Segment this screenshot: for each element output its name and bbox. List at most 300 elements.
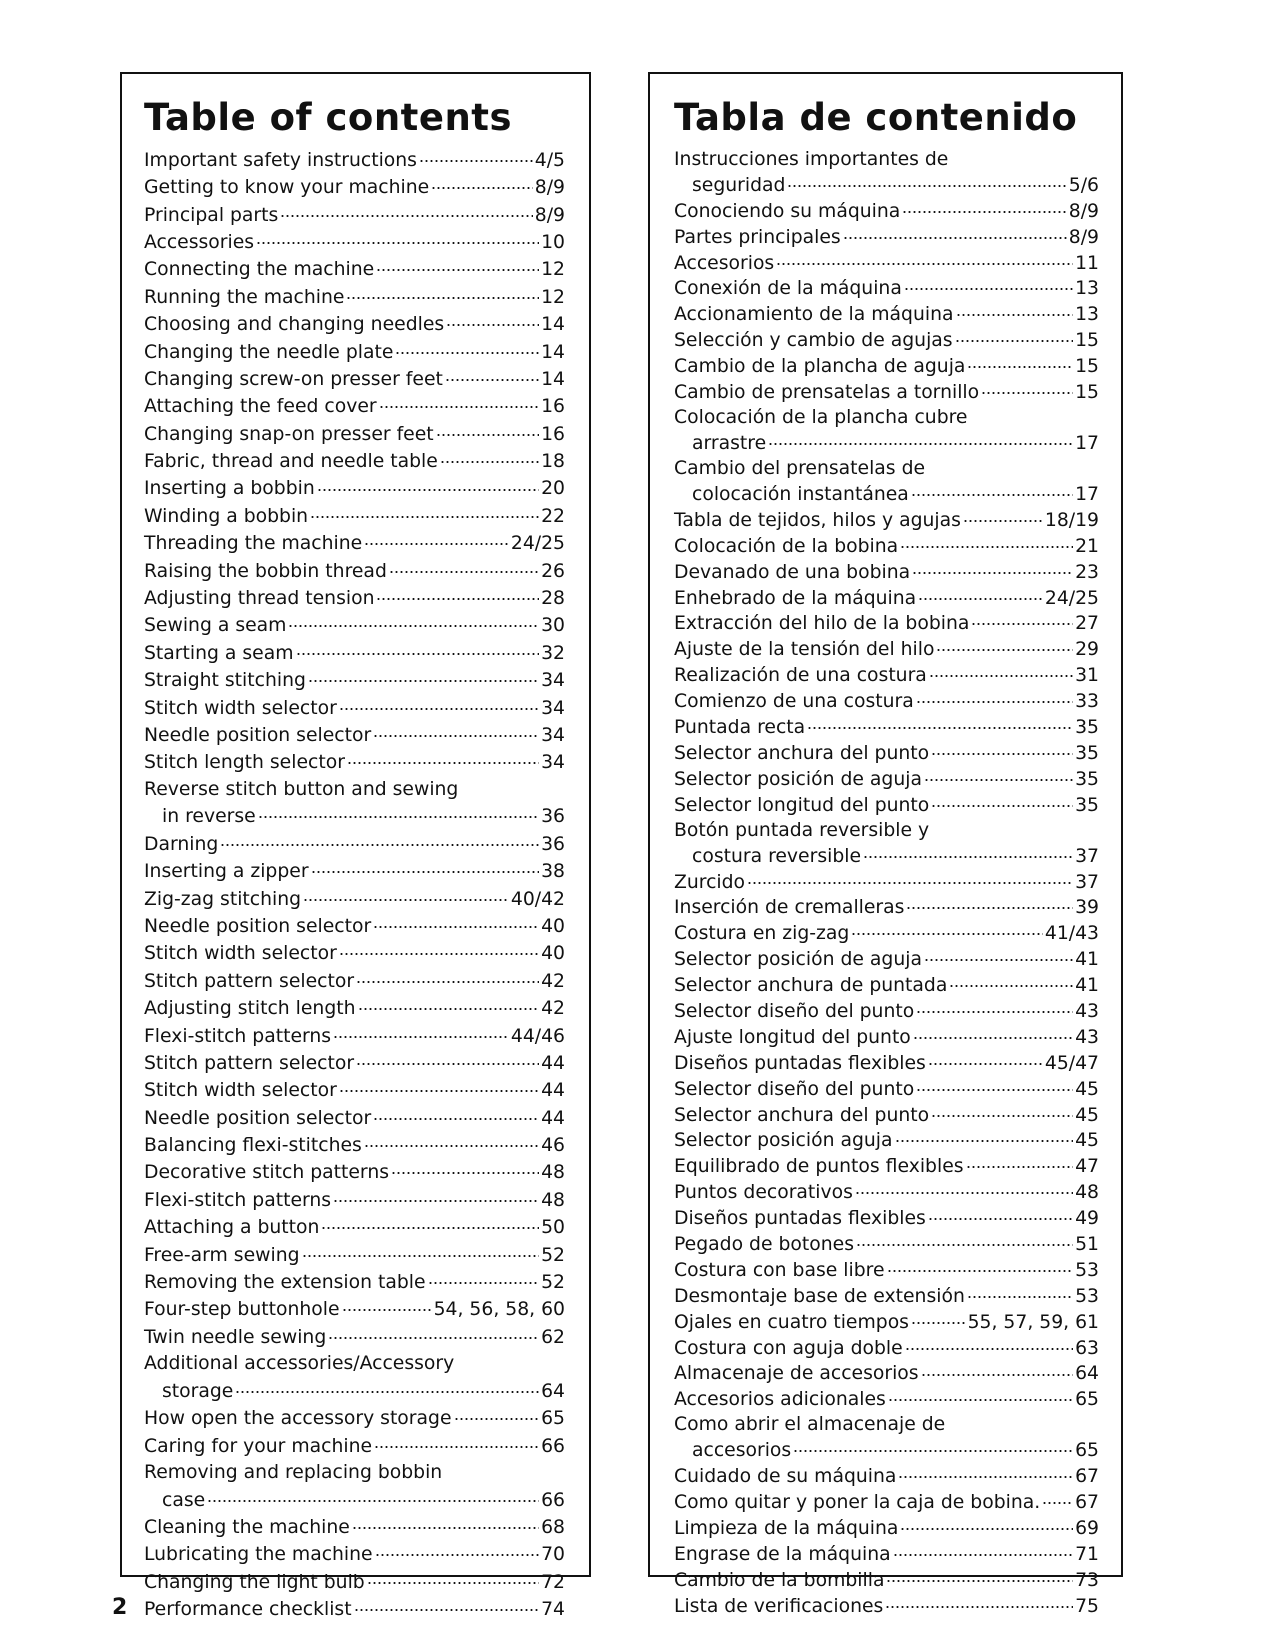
toc-entry-page: 52 [541,1244,565,1266]
toc-entry-title: Raising the bobbin thread [144,560,387,582]
dot-leader [905,1335,1073,1354]
toc-entry[interactable] [144,1077,565,1104]
toc-entry-title: Twin needle sewing [144,1326,327,1348]
toc-entry-title: costura reversible [692,845,862,867]
dot-leader [966,1154,1074,1173]
toc-entry-page: 21 [1075,535,1099,557]
toc-entry[interactable] [144,640,565,667]
toc-entry-title: Stitch pattern selector [144,970,355,992]
toc-entry[interactable] [144,613,565,640]
toc-entry-title: Lubricating the machine [144,1544,373,1566]
toc-entry-title: colocación instantánea [692,483,909,505]
dot-leader [207,1487,539,1506]
toc-entry-page: 32 [541,642,565,664]
dot-leader [931,740,1073,759]
toc-entry-page: 10 [541,231,565,253]
dot-leader [963,507,1043,526]
toc-entry[interactable] [674,611,1099,637]
toc-entry-title: Selector posición de aguja [674,949,922,971]
dot-leader [354,1596,540,1615]
toc-entry[interactable] [674,972,1099,998]
toc-entry[interactable] [674,353,1099,379]
toc-entry-title: Ajuste longitud del punto [674,1026,911,1048]
toc-entry[interactable] [674,172,1099,198]
dot-leader [967,1283,1073,1302]
dot-leader [971,611,1073,630]
toc-entry-title: accesorios [692,1440,792,1462]
dot-leader [321,1214,539,1233]
toc-entry[interactable] [674,1593,1099,1619]
toc-entry[interactable] [674,1463,1099,1489]
toc-entry-title: Cambio de la bombilla [674,1569,885,1591]
toc-entry-page: 15 [1075,382,1099,404]
dot-leader [454,1405,540,1424]
dot-leader [389,558,539,577]
toc-entry-page: 34 [541,725,565,746]
toc-entry-line1: Colocación de la plancha cubre [674,407,968,429]
toc-entry[interactable] [144,202,565,229]
toc-entry[interactable] [674,766,1099,792]
toc-entry-page: 42 [541,998,565,1020]
toc-entry-page: 39 [1075,897,1099,919]
dot-leader [317,476,539,495]
dot-leader [856,1231,1073,1250]
toc-entry[interactable] [674,998,1099,1024]
dot-leader [328,1324,539,1343]
toc-entry-title: Sewing a seam [144,615,287,637]
toc-entry-title: Ajuste de la tensión del hilo [674,639,935,661]
dot-leader [918,585,1043,604]
dot-leader [916,1076,1073,1095]
toc-entry-line1: Como abrir el almacenaje de [674,1414,946,1436]
toc-entry-page: 40 [541,943,565,965]
toc-entry[interactable] [144,1105,565,1132]
toc-entry-title: Changing the light bulb [144,1571,365,1593]
dot-leader [310,503,539,522]
toc-entry[interactable] [674,843,1099,869]
dot-leader [888,1387,1073,1406]
dot-leader [358,995,540,1014]
toc-entry-title: Free-arm sewing [144,1244,300,1266]
toc-entry-page: 72 [541,1571,565,1593]
toc-entry[interactable] [674,1361,1099,1387]
toc-entry[interactable] [144,1542,565,1569]
dot-leader [956,302,1074,321]
toc-entry[interactable] [144,1405,565,1432]
toc-entry-page: 16 [541,396,565,418]
toc-entry-page: 40/42 [510,888,565,910]
toc-entry[interactable] [144,558,565,585]
toc-entry-line1: Additional accessories/Accessory [144,1353,455,1375]
toc-title-english: Table of contents [144,96,513,139]
toc-entry-page: 45 [1075,1130,1099,1152]
toc-entry[interactable] [144,1297,565,1324]
toc-entry[interactable] [674,327,1099,353]
toc-entry-page: 37 [1075,845,1099,867]
dot-leader [855,1179,1073,1198]
toc-entry[interactable] [144,1214,565,1241]
toc-entry-title: Caring for your machine [144,1435,373,1457]
toc-entry[interactable] [144,585,565,612]
dot-leader [843,224,1067,243]
toc-entry[interactable] [144,804,565,831]
toc-entry[interactable] [144,174,565,201]
toc-entry[interactable] [674,224,1099,250]
toc-entry[interactable] [674,662,1099,688]
toc-entry-page: 36 [541,806,565,828]
toc-entry-page: 65 [541,1408,565,1430]
dot-leader [373,913,539,932]
toc-entry[interactable] [144,1596,565,1623]
toc-entry[interactable] [674,1179,1099,1205]
toc-entry-page: 14 [541,368,565,390]
toc-entry-title: Pegado de botones [674,1234,854,1256]
toc-entry-page: 24/25 [510,533,565,555]
toc-entry-page: 41 [1075,949,1099,971]
toc-entry[interactable] [674,1102,1099,1128]
toc-entry[interactable] [144,1569,565,1596]
toc-entry[interactable] [674,895,1099,921]
toc-entry-page: 44 [541,1107,565,1129]
toc-entry-title: Choosing and changing needles [144,314,445,336]
toc-entry-page: 13 [1075,278,1099,300]
toc-entry[interactable] [144,968,565,995]
dot-leader [342,1297,432,1316]
toc-entry-title: Diseños puntadas flexibles [674,1052,926,1074]
dot-leader [904,276,1073,295]
toc-entry[interactable] [144,1132,565,1159]
toc-entry[interactable] [144,750,565,777]
toc-entry-title: Enhebrado de la máquina [674,587,917,609]
toc-entry[interactable] [144,1187,565,1214]
dot-leader [902,198,1066,217]
toc-entry[interactable] [674,1335,1099,1361]
toc-entry-page: 16 [541,423,565,445]
toc-entry-page: 48 [541,1162,565,1184]
dot-leader [280,202,532,221]
toc-entry[interactable] [144,995,565,1022]
dot-leader [893,1541,1073,1560]
toc-entry[interactable] [674,1231,1099,1257]
toc-entry[interactable] [674,1387,1099,1413]
toc-entry[interactable] [144,1050,565,1077]
dot-leader [931,1102,1073,1121]
toc-entry[interactable] [144,1324,565,1351]
dot-leader [768,430,1073,449]
toc-entry-title: Stitch width selector [144,1080,337,1102]
toc-entry[interactable] [674,1024,1099,1050]
toc-entry-page: 54, 56, 58, 60 [433,1299,565,1321]
toc-entry-page: 51 [1075,1234,1099,1256]
toc-entry-page: 44 [541,1080,565,1102]
dot-leader [352,1514,539,1533]
toc-entry[interactable] [144,695,565,722]
toc-entry[interactable] [144,1487,565,1514]
toc-entry-title: Como quitar y poner la caja de bobina. [674,1492,1041,1514]
toc-entry-title: Comienzo de una costura [674,691,914,713]
toc-entry[interactable] [674,1076,1099,1102]
toc-entry-page: 63 [1075,1337,1099,1359]
toc-entry[interactable] [144,394,565,421]
toc-entry-title: Needle position selector [144,725,372,746]
toc-entry-title: Changing the needle plate [144,341,394,363]
toc-entry-page: 62 [541,1326,565,1348]
toc-entry-title: Engrase de la máquina [674,1543,891,1565]
toc-entry-title: Decorative stitch patterns [144,1162,390,1184]
toc-entry[interactable] [144,448,565,475]
dot-leader [220,831,539,850]
toc-entry[interactable] [144,147,565,174]
dot-leader [347,750,539,769]
toc-entry-title: Stitch length selector [144,752,345,774]
dot-leader [373,1105,539,1124]
toc-entry-title: Almacenaje de accesorios [674,1363,919,1385]
toc-entry-page: 34 [541,752,565,774]
toc-entry[interactable] [674,714,1099,740]
dot-leader [912,559,1073,578]
toc-entry-page: 15 [1075,330,1099,352]
dot-leader [346,284,539,303]
toc-entry[interactable] [144,1242,565,1269]
toc-entry-title: Cleaning the machine [144,1516,350,1538]
toc-entry[interactable] [144,257,565,284]
dot-leader [373,722,539,741]
toc-entry[interactable] [144,831,565,858]
toc-entry-page: 28 [541,588,565,610]
toc-entry[interactable] [674,1154,1099,1180]
toc-entry[interactable] [674,1128,1099,1154]
dot-leader [428,1269,540,1288]
toc-entry[interactable] [144,858,565,885]
toc-entry-title: Cambio de prensatelas a tornillo [674,382,980,404]
toc-entry[interactable] [674,1489,1099,1515]
toc-entry-title: Desmontaje base de extensión [674,1285,965,1307]
dot-leader [928,1050,1043,1069]
dot-leader [379,394,539,413]
toc-entry[interactable] [674,1050,1099,1076]
toc-entry-title: Four-step buttonhole [144,1299,340,1321]
dot-leader [258,804,539,823]
toc-entry[interactable] [144,421,565,448]
toc-entry-page: 33 [1075,691,1099,713]
toc-entry-page: 44 [541,1052,565,1074]
dot-leader [898,1463,1073,1482]
dot-leader [967,353,1073,372]
toc-entry-page: 55, 57, 59, 61 [967,1311,1099,1333]
toc-entry[interactable] [674,946,1099,972]
toc-entry-page: 12 [541,259,565,281]
toc-entry[interactable] [674,250,1099,276]
toc-entry[interactable] [144,667,565,694]
toc-entry-page: 36 [541,833,565,855]
toc-entry[interactable] [144,366,565,393]
toc-entry-title: Flexi-stitch patterns [144,1189,332,1211]
toc-entry-line1: Reverse stitch button and sewing [144,778,459,800]
toc-entry[interactable] [144,476,565,503]
dot-leader [924,946,1073,965]
toc-entry-title: Flexi-stitch patterns [144,1025,332,1047]
toc-entry-page: 43 [1075,1001,1099,1022]
toc-entry-title: Stitch width selector [144,697,337,719]
dot-leader [333,1187,539,1206]
toc-entry[interactable] [144,913,565,940]
toc-entry[interactable] [674,1515,1099,1541]
toc-entry-title: Lista de verificaciones [674,1595,884,1617]
toc-entry-page: 66 [541,1435,565,1457]
dot-leader [955,327,1074,346]
toc-entry-title: Accesorios adicionales [674,1389,886,1411]
dot-leader [395,339,539,358]
toc-entry[interactable] [674,507,1099,533]
toc-entry[interactable] [144,284,565,311]
toc-entry[interactable] [674,1283,1099,1309]
toc-entry-page: 53 [1075,1259,1099,1281]
toc-entry[interactable] [674,585,1099,611]
toc-entry[interactable] [144,229,565,256]
dot-leader [949,972,1073,991]
toc-entry[interactable] [674,379,1099,405]
toc-entry-page: 64 [1075,1363,1099,1385]
toc-entry[interactable] [144,503,565,530]
toc-entry-title: Limpieza de la máquina [674,1518,899,1540]
dot-leader [256,229,539,248]
toc-entry[interactable] [144,530,565,557]
toc-entry-title: Inserción de cremalleras [674,897,905,919]
toc-entry-title: Changing snap-on presser feet [144,423,434,445]
dot-leader [863,843,1073,862]
toc-entry-page: 70 [541,1544,565,1566]
toc-entry-page: 45 [1075,1078,1099,1100]
toc-entry[interactable] [674,198,1099,224]
dot-leader [339,695,539,714]
toc-entry[interactable] [674,688,1099,714]
toc-entry[interactable] [144,1269,565,1296]
dot-leader [308,667,539,686]
dot-leader [375,1542,539,1561]
toc-entry[interactable] [144,1023,565,1050]
dot-leader [885,1593,1073,1612]
toc-entry-title: Straight stitching [144,670,306,692]
dot-leader [900,1515,1073,1534]
toc-entry-title: Selector anchura del punto [674,742,930,764]
dot-leader [928,1205,1073,1224]
toc-entry-page: 67 [1075,1466,1099,1488]
toc-entry-page: 29 [1075,639,1099,661]
toc-entry-page: 68 [541,1516,565,1538]
toc-entry[interactable] [674,1309,1099,1335]
toc-entry-title: Running the machine [144,286,345,308]
toc-entry[interactable] [674,921,1099,947]
toc-entry[interactable] [144,1160,565,1187]
dot-leader [356,968,539,987]
toc-list-spanish [674,147,1099,1619]
toc-entry-title: Performance checklist [144,1599,352,1621]
dot-leader [900,533,1073,552]
toc-entry[interactable] [674,637,1099,663]
dot-leader [339,941,539,960]
toc-entry[interactable] [144,722,565,749]
toc-entry-line1: Cambio del prensatelas de [674,458,926,480]
toc-entry-page: 48 [1075,1182,1099,1204]
dot-leader [916,998,1073,1017]
dot-leader [1042,1489,1073,1508]
toc-entry[interactable] [674,869,1099,895]
toc-entry-page: 23 [1075,561,1099,583]
toc-entry-title: storage [162,1380,234,1402]
toc-entry[interactable] [674,1205,1099,1231]
toc-entry-title: Accessories [144,231,255,253]
toc-entry-line1: Removing and replacing bobbin [144,1462,443,1484]
dot-leader [376,257,539,276]
toc-entry-title: Inserting a bobbin [144,478,315,500]
toc-entry[interactable] [144,1433,565,1460]
toc-entry-page: 27 [1075,613,1099,635]
toc-entry[interactable] [674,430,1099,456]
toc-entry[interactable] [144,339,565,366]
toc-entry[interactable] [674,1541,1099,1567]
dot-leader [895,1128,1074,1147]
dot-leader [747,869,1073,888]
toc-entry[interactable] [144,941,565,968]
toc-entry[interactable] [674,302,1099,328]
toc-entry[interactable] [144,311,565,338]
toc-entry[interactable] [674,1438,1099,1464]
dot-leader [887,1257,1074,1276]
dot-leader [776,250,1073,269]
toc-entry[interactable] [674,1567,1099,1593]
toc-entry-page: 13 [1075,304,1099,326]
toc-entry[interactable] [144,1378,565,1405]
toc-entry-title: Needle position selector [144,915,372,937]
toc-entry[interactable] [674,740,1099,766]
toc-entry-page: 8/9 [534,204,565,226]
toc-entry[interactable] [144,1514,565,1541]
toc-entry-title: Adjusting thread tension [144,588,375,610]
toc-entry-page: 47 [1075,1156,1099,1178]
dot-leader [981,379,1073,398]
toc-entry-title: Extracción del hilo de la bobina [674,613,970,635]
toc-entry-page: 53 [1075,1285,1099,1307]
toc-entry-title: seguridad [692,174,786,196]
toc-entry[interactable] [674,481,1099,507]
dot-leader [924,766,1073,785]
toc-entry[interactable] [674,1257,1099,1283]
toc-entry[interactable] [674,276,1099,302]
toc-entry-title: Principal parts [144,204,279,226]
dot-leader [851,921,1043,940]
dot-leader [787,172,1066,191]
toc-entry[interactable] [674,533,1099,559]
toc-entry[interactable] [674,792,1099,818]
toc-entry-page: 71 [1075,1543,1099,1565]
dot-leader [906,895,1073,914]
toc-entry-page: 34 [541,697,565,719]
toc-entry-title: Inserting a zipper [144,861,309,883]
toc-entry-title: Important safety instructions [144,149,417,171]
toc-entry-title: Stitch pattern selector [144,1052,355,1074]
toc-entry-title: Selector diseño del punto [674,1001,915,1022]
toc-entry-page: 20 [541,478,565,500]
toc-entry-title: Cuidado de su máquina [674,1466,897,1488]
toc-entry[interactable] [144,886,565,913]
toc-entry-title: Selector posición de aguja [674,768,922,790]
toc-entry[interactable] [674,559,1099,585]
toc-entry-page: 35 [1075,768,1099,790]
toc-entry-line1: Instrucciones importantes de [674,149,949,170]
toc-entry-title: Conociendo su máquina [674,200,901,222]
toc-panel-english [120,72,591,1621]
toc-entry-page: 15 [1075,356,1099,378]
